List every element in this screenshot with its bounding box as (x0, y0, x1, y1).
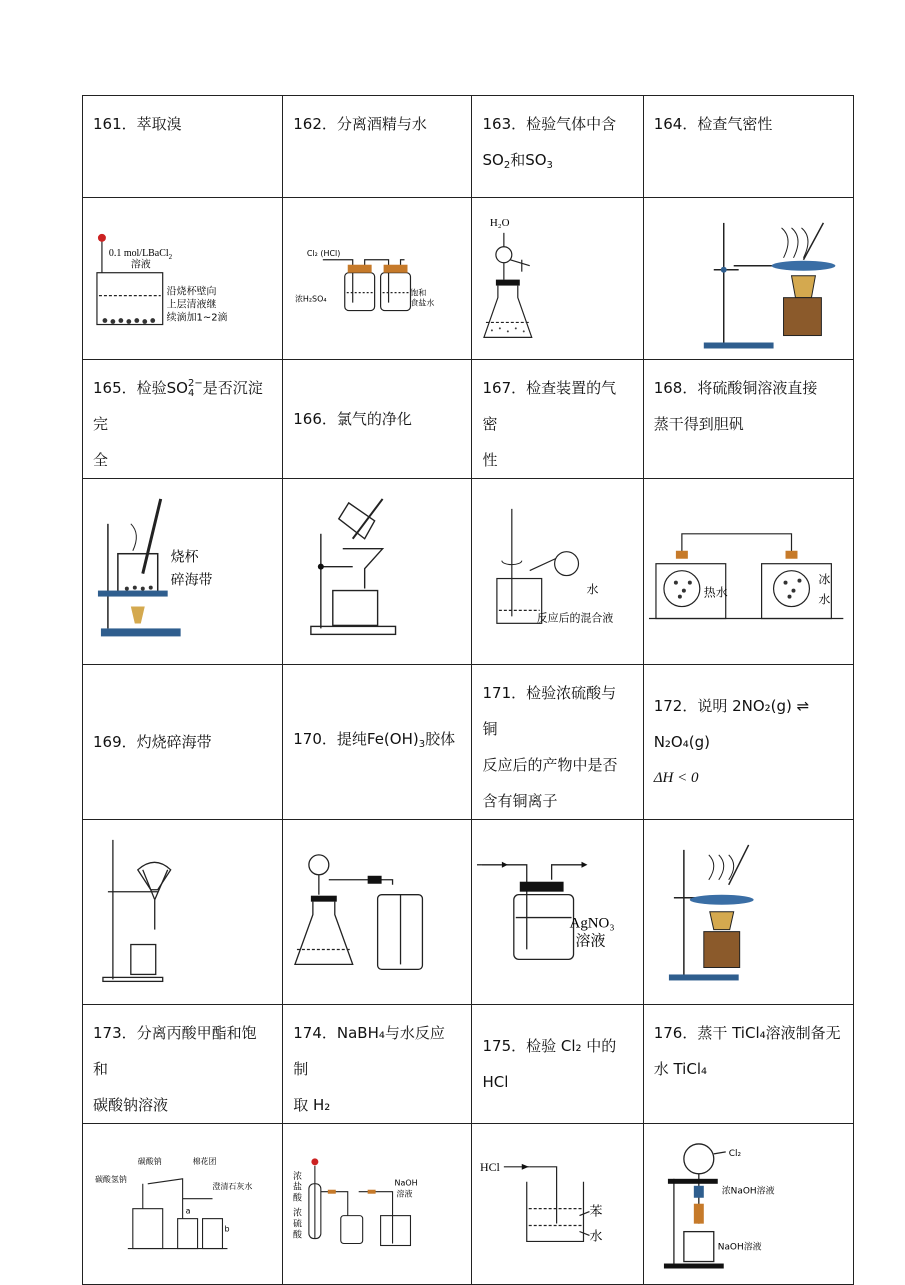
figure-174 (283, 1124, 472, 1284)
cell-165: 165．检验SO 2− 4 是否沉淀完 全 (83, 360, 283, 479)
figure-161 (83, 198, 283, 360)
cell-175: 175．检验 Cl₂ 中的 HCl (472, 1005, 643, 1124)
cell-170: 170．提纯$Fe(OH)_3$胶体 (283, 664, 472, 819)
cell-162: 162．分离酒精与水 (283, 96, 472, 198)
svg-text:AgNO₃: AgNO₃ (570, 915, 616, 932)
svg-text:HCl: HCl (480, 1159, 501, 1174)
cell-167: 167．检查装置的气密 性 (472, 360, 643, 479)
svg-text:碳酸氢钠: 碳酸氢钠 (94, 1174, 127, 1184)
svg-text:酸: 酸 (293, 1193, 303, 1204)
svg-text:溶液: 溶液 (130, 259, 151, 271)
svg-text:NaOH溶液: NaOH溶液 (717, 1242, 762, 1253)
cell-163: 163．检验气体中含 $SO_2$和$SO_3$ (472, 96, 643, 198)
svg-text:浓H₂SO₄: 浓H₂SO₄ (295, 294, 327, 304)
figure-165 (83, 479, 283, 664)
svg-text:上层清液继: 上层清液继 (166, 299, 217, 311)
svg-text:盐: 盐 (293, 1182, 303, 1193)
svg-text:H₂O: H₂O (490, 216, 511, 229)
figure-166 (283, 479, 472, 664)
svg-text:碳酸钠: 碳酸钠 (137, 1157, 162, 1167)
svg-text:沿烧杯壁向: 沿烧杯壁向 (166, 286, 217, 298)
svg-text:碎海带: 碎海带 (170, 573, 213, 590)
cell-169: 169．灼烧碎海带 (83, 664, 283, 819)
svg-text:浓: 浓 (293, 1171, 303, 1182)
svg-text:食盐水: 食盐水 (410, 298, 435, 308)
svg-text:续滴加1~2滴: 续滴加1~2滴 (166, 312, 228, 324)
svg-text:b: b (224, 1224, 230, 1234)
figure-169 (83, 819, 283, 1004)
svg-text:水: 水 (586, 582, 599, 597)
svg-text:浓NaOH溶液: 浓NaOH溶液 (721, 1186, 775, 1197)
svg-text:反应后的混合液: 反应后的混合液 (537, 611, 614, 625)
figure-176 (643, 1124, 853, 1284)
figure-163 (472, 198, 643, 360)
cell-171: 171．检验浓硫酸与铜 反应后的产物中是否 含有铜离子 (472, 664, 643, 819)
svg-text:热水: 热水 (703, 586, 728, 601)
figure-162 (283, 198, 472, 360)
figure-164 (643, 198, 853, 360)
experiment-table (82, 95, 854, 1285)
svg-text:NaOH: NaOH (394, 1178, 418, 1188)
svg-text:Cl₂: Cl₂ (728, 1149, 741, 1160)
svg-text:Cl₂ (HCl): Cl₂ (HCl) (307, 248, 341, 258)
svg-text:酸: 酸 (293, 1230, 303, 1241)
svg-text:冰: 冰 (818, 573, 831, 588)
cell-174: 174．NaBH₄与水反应制 取 H₂ (283, 1005, 472, 1124)
figure-170 (283, 819, 472, 1004)
svg-text:溶液: 溶液 (576, 931, 606, 950)
cell-176: 176．蒸干 TiCl₄溶液制备无 水 TiCl₄ (643, 1005, 853, 1124)
figure-171 (472, 819, 643, 1004)
svg-text:饱和: 饱和 (410, 288, 427, 298)
cell-161: 161．萃取溴 (83, 96, 283, 198)
figure-175 (472, 1124, 643, 1284)
svg-text:硫: 硫 (293, 1219, 303, 1230)
figure-167 (472, 479, 643, 664)
svg-text:苯: 苯 (589, 1204, 603, 1220)
svg-text:浓: 浓 (293, 1208, 303, 1219)
svg-text:水: 水 (589, 1229, 603, 1245)
svg-text:溶液: 溶液 (396, 1189, 413, 1199)
svg-text:a: a (185, 1206, 191, 1216)
figure-172 (643, 819, 853, 1004)
svg-text:澄清石灰水: 澄清石灰水 (212, 1181, 253, 1191)
svg-text:烧杯: 烧杯 (170, 550, 199, 567)
figure-168 (643, 479, 853, 664)
svg-text:水: 水 (818, 593, 831, 608)
cell-168: 168．将硫酸铜溶液直接 蒸干得到胆矾 (643, 360, 853, 479)
cell-164: 164．检查气密性 (643, 96, 853, 198)
cell-172: 172．说明 2NO₂(g) ⇌ N₂O₄(g) ΔH < 0 (643, 664, 853, 819)
figure-173 (83, 1124, 283, 1284)
svg-text:0.1 mol/LBaCl2: 0.1 mol/LBaCl$_2$ (108, 247, 173, 261)
cell-166: 166．氯气的净化 (283, 360, 472, 479)
cell-173: 173．分离丙酸甲酯和饱和 碳酸钠溶液 (83, 1005, 283, 1124)
svg-text:棉花团: 棉花团 (192, 1157, 217, 1167)
